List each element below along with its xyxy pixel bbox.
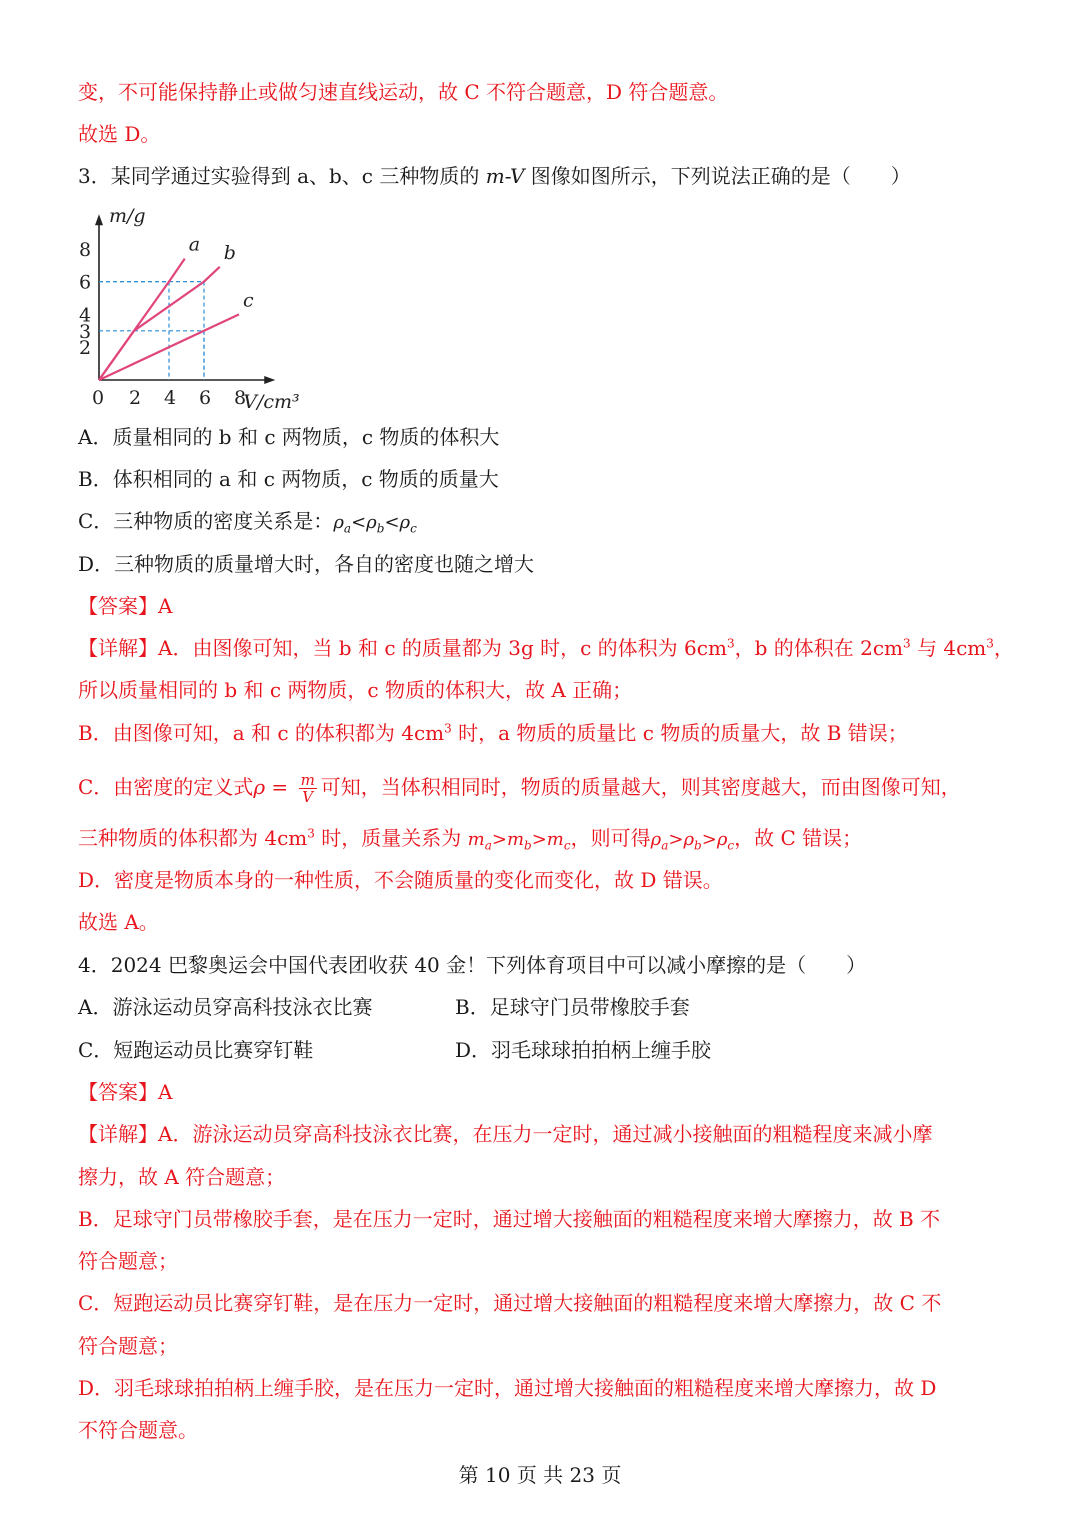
prev-conclusion: 故选 D。 — [78, 122, 161, 146]
q4-detail-line-7: D．羽毛球球拍拍柄上缠手胶，是在压力一定时，通过增大接触面的粗糙程度来增大摩擦力，故 D — [78, 1376, 937, 1400]
q4-option-a: A．游泳运动员穿高科技泳衣比赛 — [78, 995, 373, 1019]
y-tick-label: 2 — [79, 337, 92, 360]
q3-detail-line-1: 【详解】A．由图像可知，当 b 和 c 的质量都为 3g 时，c 的体积为 $6cm^3$，b 的体积在 $2cm^3$ 与 $4cm^3$， — [78, 636, 1014, 660]
q4-option-b: B．足球守门员带橡胶手套 — [455, 995, 690, 1019]
q4-detail-line-2: 擦力，故 A 符合题意； — [78, 1165, 286, 1189]
y-axis-label: m/g — [109, 205, 146, 227]
q3-detail-line-2: 所以质量相同的 b 和 c 两物质，c 物质的体积大，故 A 正确； — [78, 678, 633, 702]
series-label-a: a — [188, 233, 201, 256]
q3-answer: 【答案】A — [78, 594, 173, 618]
q4-detail-line-1: 【详解】A．游泳运动员穿高科技泳衣比赛，在压力一定时，通过减小接触面的粗糙程度来减小摩 — [78, 1122, 933, 1146]
y-tick-label: 8 — [79, 238, 92, 261]
x-tick-label: 0 — [92, 387, 105, 409]
x-axis-label: V/cm³ — [243, 391, 300, 413]
q4-option-d: D．羽毛球球拍拍柄上缠手胶 — [455, 1038, 712, 1062]
x-axis-arrow — [264, 376, 275, 384]
series-label-b: b — [223, 241, 236, 264]
q3-stem: 3．某同学通过实验得到 a、b、c 三种物质的 m-V 图像如图所示，下列说法正确的是（ ） — [78, 164, 911, 188]
y-tick-label: 4 — [79, 304, 92, 327]
q4-detail-line-3: B．足球守门员带橡胶手套，是在压力一定时，通过增大接触面的粗糙程度来增大摩擦力，故 B 不 — [78, 1207, 941, 1231]
x-tick-label: 6 — [199, 387, 212, 409]
q4-answer: 【答案】A — [78, 1080, 173, 1104]
q4-option-c: C．短跑运动员比赛穿钉鞋 — [78, 1038, 314, 1062]
density-fraction: $\frac{m}{V}$ — [300, 771, 315, 806]
x-tick-label: 2 — [129, 387, 142, 409]
q4-detail-line-8: 不符合题意。 — [78, 1418, 198, 1442]
y-axis-arrow — [95, 214, 103, 225]
q3-detail-line-6: D．密度是物质本身的一种性质，不会随质量的变化而变化，故 D 错误。 — [78, 868, 723, 892]
q3-detail-line-3: B．由图像可知，a 和 c 的体积都为 $4cm^3$ 时，a 物质的质量比 c 物质的质量大，故 B 错误； — [78, 721, 908, 745]
q3-detail-line-5: 三种物质的体积都为 $4cm^3$ 时，质量关系为 $m_a>m_b>m_c$，则可得$\rho_a>\rho_b>\rho_c$，故 C 错误； — [78, 826, 863, 853]
series-line-b — [99, 267, 220, 380]
y-tick-label: 6 — [79, 271, 92, 294]
q3-option-a: A．质量相同的 b 和 c 两物质，c 物质的体积大 — [78, 425, 500, 449]
x-tick-label: 8 — [234, 387, 247, 409]
q3-detail-line-7: 故选 A。 — [78, 910, 159, 934]
series-label-c: c — [243, 289, 254, 312]
q3-option-c: C．三种物质的密度关系是：$\rho_a<\rho_b<\rho_c$ — [78, 509, 417, 536]
q3-option-d: D．三种物质的质量增大时，各自的密度也随之增大 — [78, 552, 535, 576]
page-footer: 第 10 页 共 23 页 — [458, 1463, 622, 1487]
q4-detail-line-5: C．短跑运动员比赛穿钉鞋，是在压力一定时，通过增大接触面的粗糙程度来增大摩擦力，故 C 不 — [78, 1291, 942, 1315]
q4-detail-line-4: 符合题意； — [78, 1249, 178, 1273]
q4-stem: 4．2024 巴黎奥运会中国代表团收获 40 金！下列体育项目中可以减小摩擦的是（ ） — [78, 953, 867, 977]
prev-solution-line: 变，不可能保持静止或做匀速直线运动，故 C 不符合题意，D 符合题意。 — [78, 80, 729, 104]
q3-option-b: B．体积相同的 a 和 c 两物质，c 物质的质量大 — [78, 467, 499, 491]
q4-detail-line-6: 符合题意； — [78, 1334, 178, 1358]
mv-chart — [74, 200, 334, 415]
y-tick-label: 3 — [79, 320, 92, 343]
q3-detail-line-4: C．由密度的定义式ρ = $\frac{m}{V}$ 可知，当体积相同时，物质的质量越大，则其密度越大，而由图像可知， — [78, 771, 961, 806]
x-tick-label: 4 — [164, 387, 177, 409]
